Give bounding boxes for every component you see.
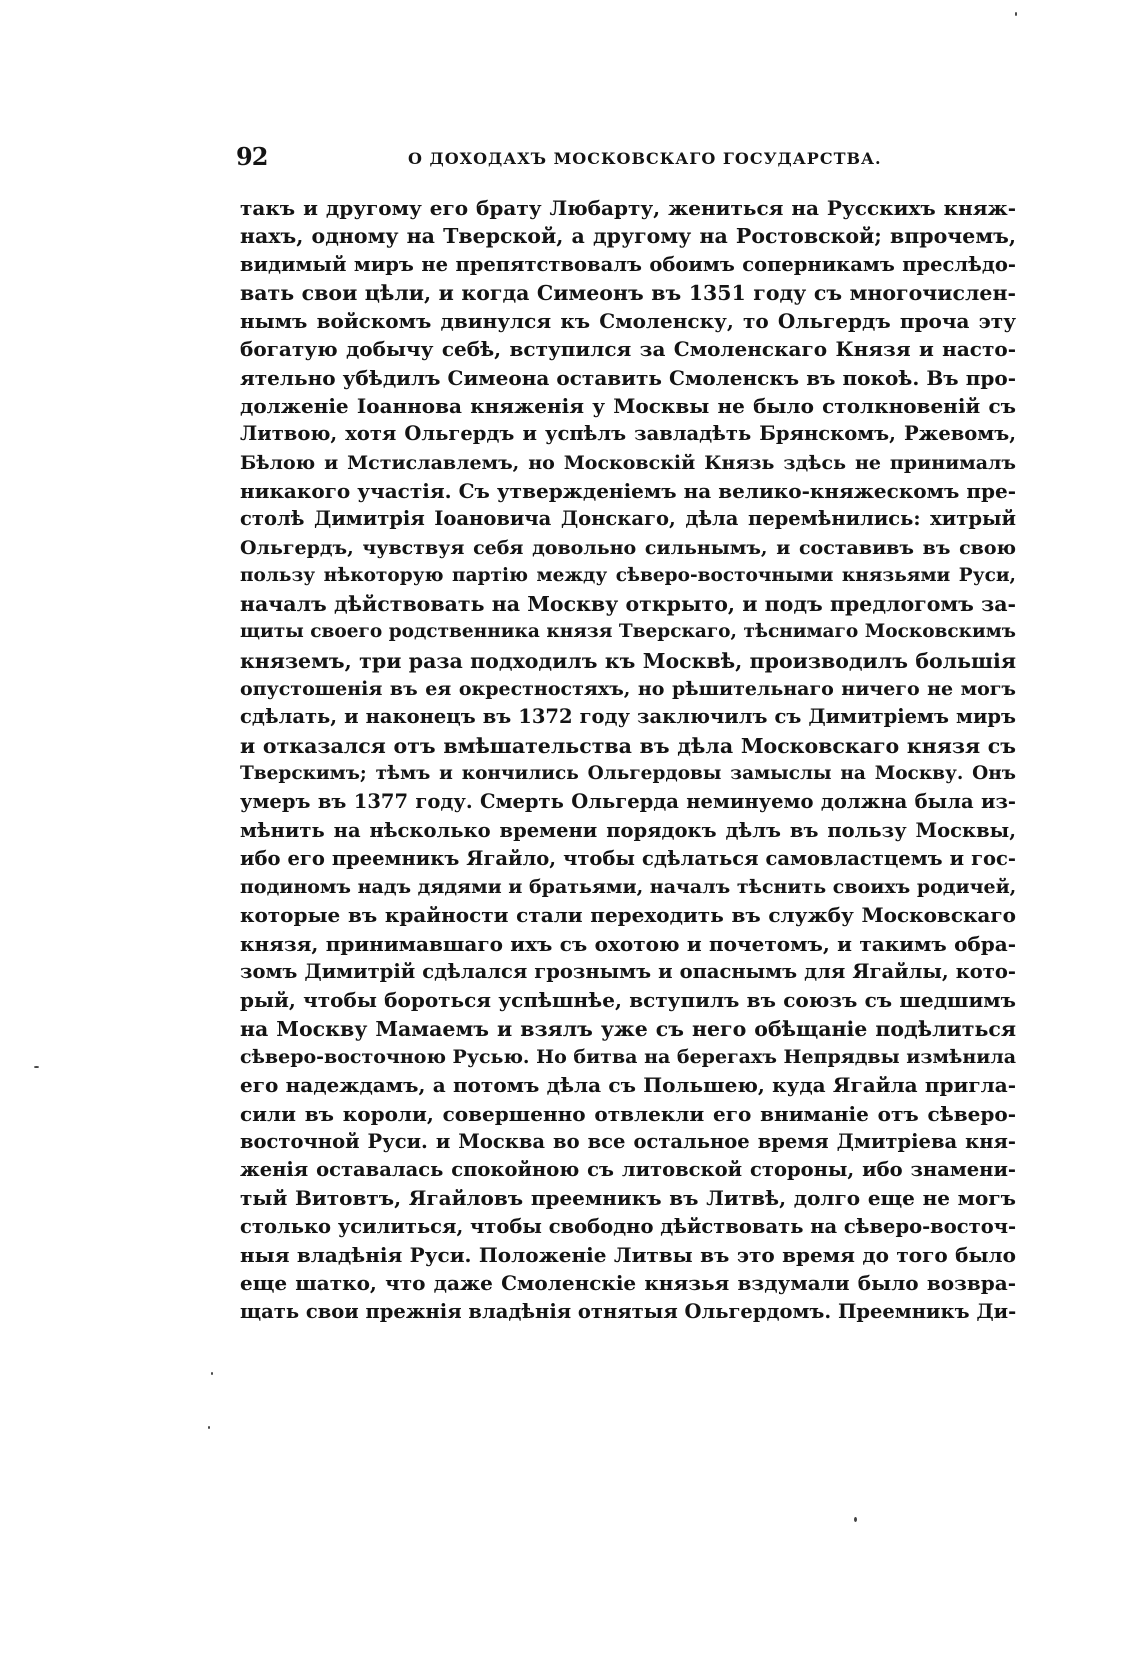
text-line: нымъ войскомъ двинулся къ Смоленску, то Ольгердъ проча эту [240, 309, 1016, 334]
text-line: князя, принимавшаго ихъ съ охотою и почетомъ, и такимъ обра- [240, 931, 1016, 956]
text-line: сили въ короли, совершенно отвлекли его вниманіе отъ сѣверо- [240, 1101, 1016, 1126]
text-line: Литвою, хотя Ольгердъ и успѣлъ завладѣть Брянскомъ, Ржевомъ, [240, 422, 1016, 446]
text-line: ибо его преемникъ Ягайло, чтобы сдѣлаться самовластцемъ и гос- [240, 846, 1016, 870]
text-line: зомъ Димитрій сдѣлался грознымъ и опаснымъ для Ягайлы, кото- [240, 960, 1016, 984]
scan-speck [211, 1372, 213, 1375]
text-line: княземъ, три раза подходилъ къ Москвѣ, производилъ большія [240, 648, 1016, 673]
text-line: и отказался отъ вмѣшательства въ дѣла Московскаго князя съ [240, 733, 1016, 758]
running-title: О ДОХОДАХЪ МОСКОВСКАГО ГОСУДАРСТВА. [408, 149, 882, 168]
text-line: умеръ въ 1377 году. Смерть Ольгерда неминуемо должна была из- [240, 790, 1016, 814]
text-line: нахъ, одному на Тверской, а другому на Ростовской; впрочемъ, [240, 224, 1016, 249]
text-line: ныя владѣнія Руси. Положеніе Литвы въ это время до того было [240, 1242, 1016, 1267]
scan-speck [1015, 12, 1017, 16]
text-line: видимый миръ не препятствовалъ обоимъ соперникамъ преслѣдо- [240, 252, 1016, 276]
text-line: никакого участія. Съ утвержденіемъ на велико-княжескомъ пре- [240, 478, 1016, 503]
text-line: опустошенія въ ея окрестностяхъ, но рѣшительнаго ничего не могъ [240, 678, 1016, 701]
scan-speck [208, 1426, 210, 1429]
text-line: такъ и другому его брату Любарту, жениться на Русскихъ княж- [240, 196, 1016, 220]
text-line: восточной Руси. и Москва во все остальное время Дмитріева кня- [240, 1129, 1016, 1153]
body-text [240, 194, 1016, 1326]
text-line: Ольгердъ, чувствуя себя довольно сильнымъ, и составивъ въ свою [240, 536, 1016, 559]
text-line: вать свои цѣли, и когда Симеонъ въ 1351 году съ многочислен- [240, 280, 1016, 305]
page-number: 92 [236, 142, 268, 171]
scan-speck [34, 1066, 39, 1068]
text-line: началъ дѣйствовать на Москву открыто, и подъ предлогомъ за- [240, 592, 1016, 617]
text-line: женія оставалась спокойною съ литовской стороны, ибо знамени- [240, 1158, 1016, 1182]
text-line: сѣверо-восточною Русью. Но битва на берегахъ Непрядвы измѣнила [240, 1045, 1017, 1068]
running-head [236, 144, 1020, 174]
scan-speck [854, 1517, 857, 1522]
text-line: его надеждамъ, а потомъ дѣла съ Польшею, куда Ягайла пригла- [240, 1073, 1016, 1098]
text-line: на Москву Мамаемъ и взялъ уже съ него обѣщаніе подѣлиться [240, 1016, 1016, 1041]
text-line: столѣ Димитрія Іоановича Донскаго, дѣла перемѣнились: хитрый [240, 507, 1016, 531]
text-line: сдѣлать, и наконецъ въ 1372 году заключилъ съ Димитріемъ миръ [240, 705, 1016, 729]
text-line: Бѣлою и Мстиславлемъ, но Московскій Князь здѣсь не принималъ [240, 451, 1016, 474]
text-line: еще шатко, что даже Смоленскіе князья вздумали было возвра- [240, 1271, 1016, 1296]
text-line: мѣнить на нѣсколько времени порядокъ дѣлъ въ пользу Москвы, [240, 818, 1016, 842]
text-line: которые въ крайности стали переходить въ службу Московскаго [240, 903, 1016, 928]
text-line: столько усилиться, чтобы свободно дѣйствовать на сѣверо-восточ- [240, 1214, 1017, 1238]
text-line: рый, чтобы бороться успѣшнѣе, вступилъ въ союзъ съ шедшимъ [240, 988, 1016, 1013]
text-line: долженіе Іоаннова княженія у Москвы не было столкновеній съ [240, 394, 1016, 419]
text-line: богатую добычу себѣ, вступился за Смоленскаго Князя и насто- [240, 337, 1016, 362]
text-line: щиты своего родственника князя Тверскаго, тѣснимаго Московскимъ [240, 621, 1016, 643]
text-line: щать свои прежнія владѣнія отнятыя Ольгердомъ. Преемникъ Ди- [240, 1299, 1017, 1323]
text-line: ятельно убѣдилъ Симеона оставить Смоленскъ въ покоѣ. Въ про- [240, 365, 1016, 390]
text-line: тый Витовтъ, Ягайловъ преемникъ въ Литвѣ, долго еще не могъ [240, 1186, 1016, 1211]
text-line: подиномъ надъ дядями и братьями, началъ тѣснить своихъ родичей, [240, 876, 1017, 899]
text-line: пользу нѣкоторую партію между сѣверо-восточными князьями Руси, [240, 564, 1016, 586]
text-line: Тверскимъ; тѣмъ и кончились Ольгердовы замыслы на Москву. Онъ [240, 762, 1016, 784]
